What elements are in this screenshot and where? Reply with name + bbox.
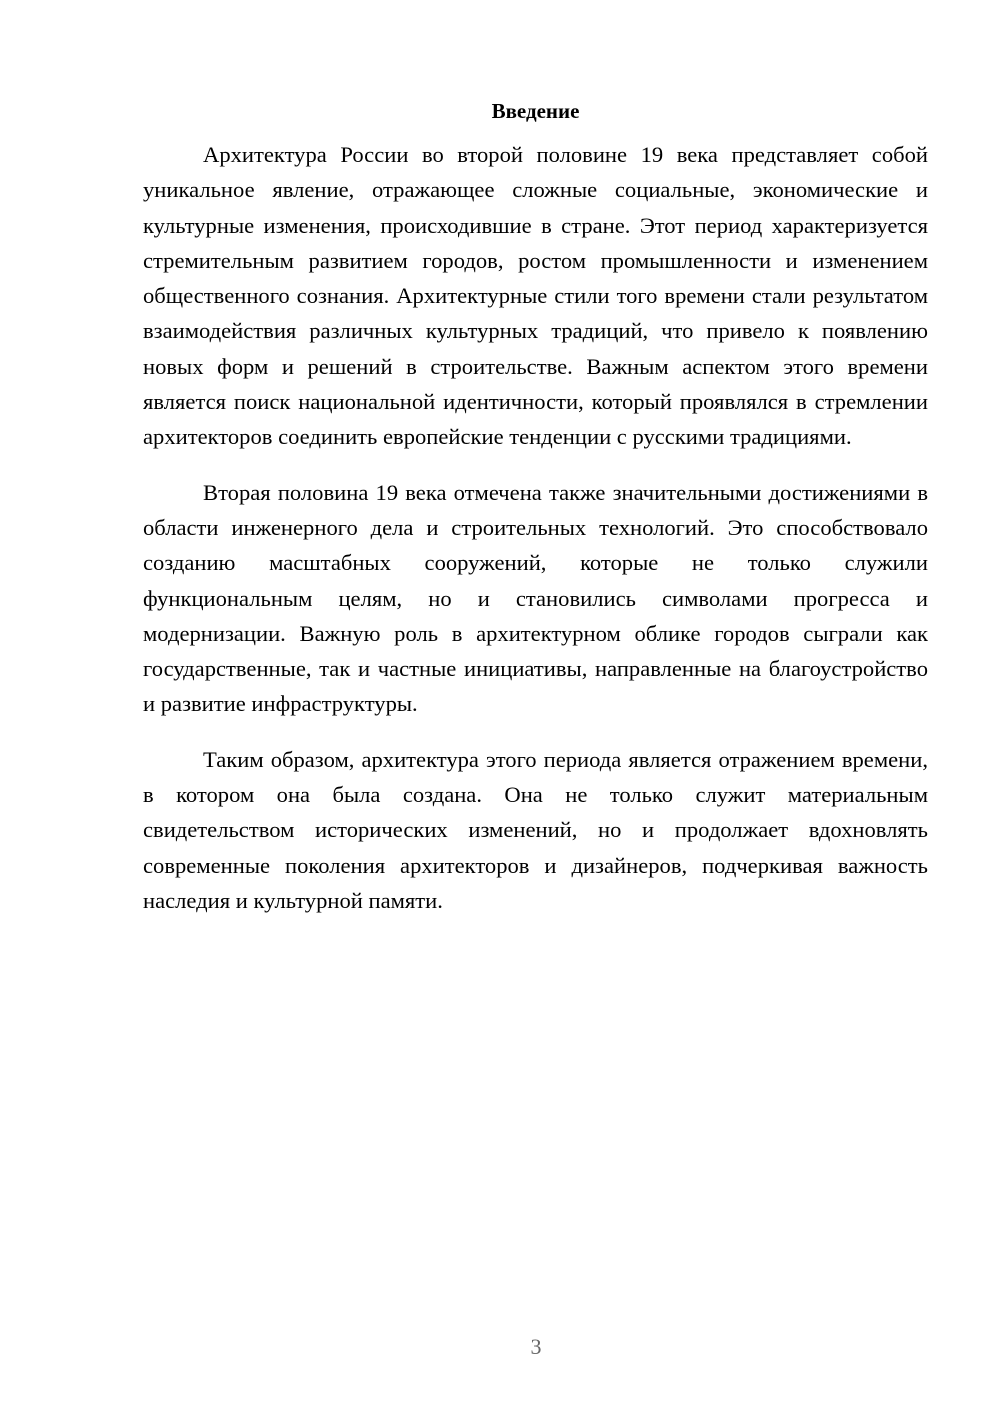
page-content (143, 97, 928, 918)
paragraph-2: Вторая половина 19 века отмечена также значительными достижениями в области инженерного дела и строительных технологий. Это способствовало созданию масштабных сооружений, которые не только служили функциональным целям, но и становились символами прогресса и модернизации. Важную роль в архитектурном облике городов сыграли как государственные, так и частные инициативы, направленные на благоустройство и развитие инфраструктуры. (143, 479, 928, 717)
paragraph-3: Таким образом, архитектура этого периода является отражением времени, в котором она была создана. Она не только служит материальным свидетельством исторических изменений, но и продолжает вдохновлять современные поколения архитекторов и дизайнеров, подчеркивая важность наследия и культурной памяти. (143, 746, 928, 913)
paragraph-1: Архитектура России во второй половине 19 века представляет собой уникальное явление, отражающее сложные социальные, экономические и культурные изменения, происходившие в стране. Этот период характеризуется стремительным развитием городов, ростом промышленности и изменением общественного сознания. Архитектурные стили того времени стали результатом взаимодействия различных культурных традиций, что привело к появлению новых форм и решений в строительстве. Важным аспектом этого времени является поиск национальной идентичности, который проявлялся в стремлении архитекторов соединить европейские тенденции с русскими традициями. (143, 142, 928, 450)
page-number: 3 (530, 1334, 542, 1359)
section-heading: Введение (491, 99, 580, 123)
